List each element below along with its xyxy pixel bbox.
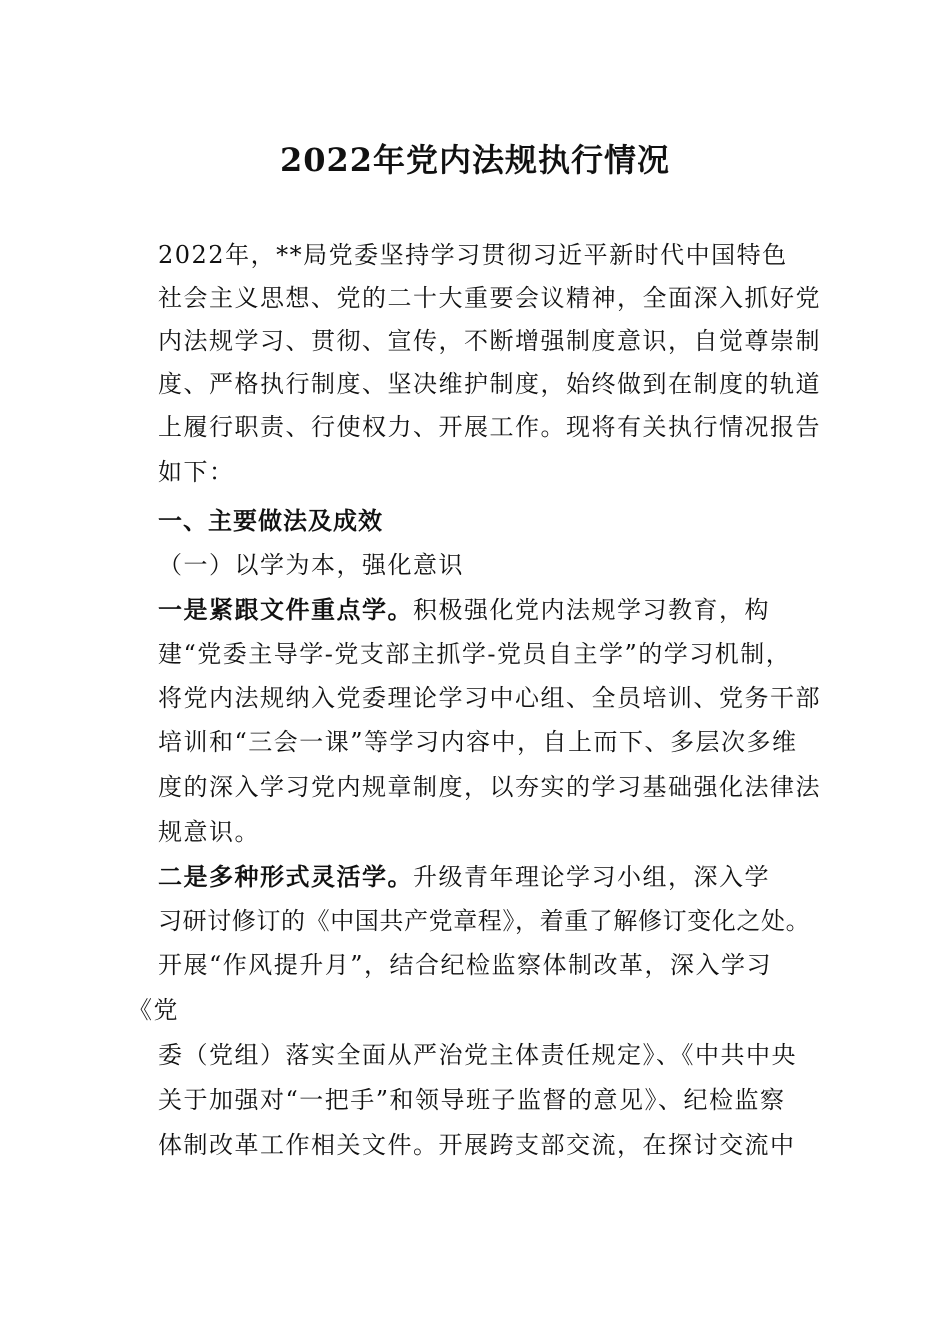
document-title: 2022年党内法规执行情况 — [279, 141, 671, 179]
intro-line-6: 如下： — [158, 458, 235, 486]
para2-first-rest: 升级青年理论学习小组，深入学 — [413, 863, 770, 891]
para1-lead: 一是紧跟文件重点学。 — [158, 595, 413, 624]
para2-line-6: 关于加强对“一把手”和领导班子监督的意见》、纪检监察 — [158, 1086, 786, 1114]
intro-line-5: 上履行职责、行使权力、开展工作。现将有关执行情况报告 — [158, 413, 821, 441]
para1-line-4: 培训和“三会一课”等学习内容中，自上而下、多层次多维 — [158, 728, 798, 756]
intro-line-1: 2022年，**局党委坚持学习贯彻习近平新时代中国特色 — [158, 241, 788, 269]
para2-line-3: 开展“作风提升月”，结合纪检监察体制改革，深入学习 — [158, 951, 773, 979]
para1-line-5: 度的深入学习党内规章制度，以夯实的学习基础强化法律法 — [158, 773, 821, 801]
para2-line-5: 委（党组）落实全面从严治党主体责任规定》、《中共中央 — [158, 1041, 797, 1069]
para2-line-7: 体制改革工作相关文件。开展跨支部交流，在探讨交流中 — [158, 1131, 796, 1159]
para2-lead: 二是多种形式灵活学。 — [158, 862, 413, 891]
para2-line-2: 习研讨修订的《中国共产党章程》，着重了解修订变化之处。 — [158, 907, 811, 935]
para1-line-6: 规意识。 — [158, 818, 260, 846]
para1-first-rest: 积极强化党内法规学习教育，构 — [413, 596, 770, 624]
para2-line-1 — [158, 860, 770, 894]
para1-line-3: 将党内法规纳入党委理论学习中心组、全员培训、党务干部 — [158, 684, 821, 712]
para2-line-4: 《党 — [128, 996, 179, 1024]
para1-line-1 — [158, 593, 770, 627]
intro-line-4: 度、严格执行制度、坚决维护制度，始终做到在制度的轨道 — [158, 370, 821, 398]
section-heading-1: 一、主要做法及成效 — [158, 507, 383, 535]
intro-line-2: 社会主义思想、党的二十大重要会议精神，全面深入抓好党 — [158, 284, 821, 312]
intro-line-3: 内法规学习、贯彻、宣传，不断增强制度意识，自觉尊崇制 — [158, 327, 821, 355]
para1-line-2: 建“党委主导学-党支部主抓学-党员自主学”的学习机制， — [158, 640, 792, 668]
subsection-heading-1: （一）以学为本，强化意识 — [158, 551, 464, 579]
